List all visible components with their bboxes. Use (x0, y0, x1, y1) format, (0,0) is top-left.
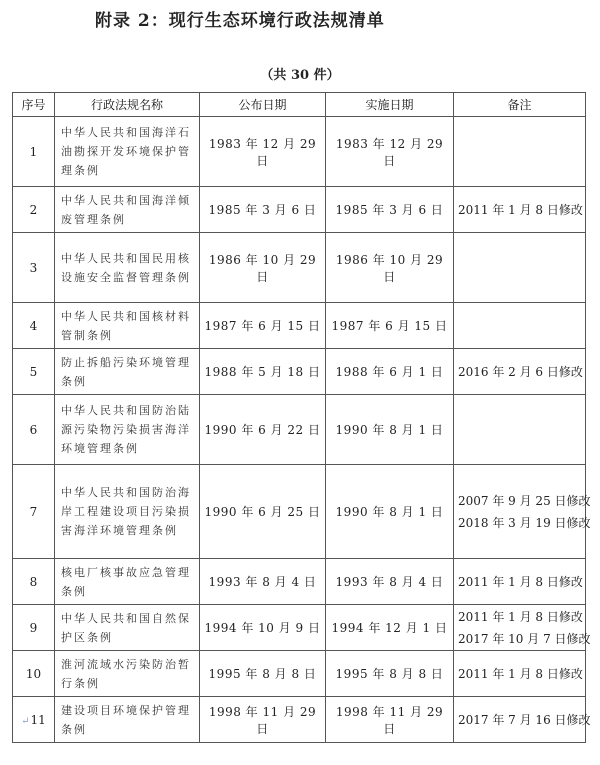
note-line: 2017 年 10 月 7 日修改 (458, 631, 591, 646)
cell-effective-date: 1993 年 8 月 4 日 (326, 559, 454, 605)
cell-seq (13, 651, 55, 697)
cell-regulation-name: 中华人民共和国民用核设施安全监督管理条例 (55, 233, 200, 303)
cell-effective-date: 1988 年 6 月 1 日 (326, 349, 454, 395)
cell-regulation-name: 核电厂核事故应急管理条例 (55, 559, 200, 605)
cell-effective-date: 1987 年 6 月 15 日 (326, 303, 454, 349)
cell-seq (13, 233, 55, 303)
cell-seq (13, 697, 55, 743)
cell-seq-text: 3 (29, 260, 38, 275)
cell-seq-text: 8 (29, 574, 38, 589)
cell-regulation-name: 中华人民共和国防治陆源污染物污染损害海洋环境管理条例 (55, 395, 200, 465)
cell-published-date: 1990 年 6 月 25 日 (200, 465, 326, 559)
cell-published-date: 1995 年 8 月 8 日 (200, 651, 326, 697)
note-line: 2011 年 1 月 8 日修改 (458, 202, 583, 217)
table-row (13, 233, 586, 303)
table-body (13, 117, 591, 743)
table-row (13, 697, 586, 743)
cell-seq (13, 117, 55, 187)
cell-notes (454, 465, 591, 559)
cell-notes (454, 559, 586, 605)
document-title: 附录 2：现行生态环境行政法规清单 (95, 11, 385, 31)
header-published: 公布日期 (200, 93, 326, 117)
cell-effective-date: 1986 年 10 月 29 日 (326, 233, 454, 303)
cell-seq (13, 303, 55, 349)
cell-seq-text: 9 (29, 620, 38, 635)
cell-effective-date: 1985 年 3 月 6 日 (326, 187, 454, 233)
note-line: 2011 年 1 月 8 日修改 (458, 666, 583, 681)
cell-seq (13, 465, 55, 559)
cell-notes (454, 349, 586, 395)
cell-seq-text: 10 (25, 666, 42, 681)
note-line: 2007 年 9 月 25 日修改 (458, 493, 591, 508)
table-row (13, 465, 586, 559)
cell-published-date: 1986 年 10 月 29 日 (200, 233, 326, 303)
note-line: 2011 年 1 月 8 日修改 (458, 574, 583, 589)
header-name: 行政法规名称 (55, 93, 200, 117)
cell-published-date: 1993 年 8 月 4 日 (200, 559, 326, 605)
table-row (13, 559, 586, 605)
header-seq: 序号 (13, 93, 55, 117)
cell-seq-text: 6 (29, 422, 38, 437)
cell-seq-text: 1 (29, 144, 38, 159)
table-row (13, 187, 586, 233)
cell-published-date: 1990 年 6 月 22 日 (200, 395, 326, 465)
row-marker-icon: ↵ (21, 715, 30, 727)
table-row (13, 117, 586, 187)
header-effective: 实施日期 (326, 93, 454, 117)
cell-notes (454, 395, 586, 465)
cell-published-date: 1983 年 12 月 29 日 (200, 117, 326, 187)
cell-published-date: 1987 年 6 月 15 日 (200, 303, 326, 349)
cell-notes (454, 651, 586, 697)
cell-regulation-name: 中华人民共和国核材料管制条例 (55, 303, 200, 349)
note-line: 2018 年 3 月 19 日修改 (458, 515, 591, 530)
note-line: 2016 年 2 月 6 日修改 (458, 364, 583, 379)
cell-notes (454, 605, 591, 651)
cell-regulation-name: 防止拆船污染环境管理条例 (55, 349, 200, 395)
document-count: （共 30 件） (260, 68, 340, 83)
cell-regulation-name: 中华人民共和国海洋石油勘探开发环境保护管理条例 (55, 117, 200, 187)
cell-notes (454, 697, 591, 743)
table-row (13, 651, 586, 697)
cell-effective-date: 1995 年 8 月 8 日 (326, 651, 454, 697)
cell-notes (454, 233, 586, 303)
note-line: 2017 年 7 月 16 日修改 (458, 712, 591, 727)
regulations-table (12, 92, 591, 743)
cell-effective-date: 1990 年 8 月 1 日 (326, 465, 454, 559)
header-notes: 备注 (454, 93, 586, 117)
cell-effective-date: 1990 年 8 月 1 日 (326, 395, 454, 465)
cell-regulation-name: 建设项目环境保护管理条例 (55, 697, 200, 743)
table-header-row (13, 93, 586, 117)
cell-effective-date: 1983 年 12 月 29 日 (326, 117, 454, 187)
table-row (13, 349, 586, 395)
cell-regulation-name: 中华人民共和国防治海岸工程建设项目污染损害海洋环境管理条例 (55, 465, 200, 559)
cell-seq (13, 395, 55, 465)
cell-seq (13, 349, 55, 395)
table-row (13, 605, 586, 651)
cell-regulation-name: 淮河流域水污染防治暂行条例 (55, 651, 200, 697)
cell-seq-text: 4 (29, 318, 38, 333)
table-row (13, 395, 586, 465)
cell-seq (13, 605, 55, 651)
cell-seq (13, 559, 55, 605)
cell-seq (13, 187, 55, 233)
cell-notes (454, 303, 586, 349)
cell-regulation-name: 中华人民共和国海洋倾废管理条例 (55, 187, 200, 233)
cell-seq-text: 7 (29, 504, 38, 519)
cell-notes (454, 117, 586, 187)
table-row (13, 303, 586, 349)
cell-seq-text: 11 (30, 712, 46, 727)
cell-effective-date: 1998 年 11 月 29 日 (326, 697, 454, 743)
cell-regulation-name: 中华人民共和国自然保护区条例 (55, 605, 200, 651)
cell-notes (454, 187, 586, 233)
cell-published-date: 1994 年 10 月 9 日 (200, 605, 326, 651)
note-line: 2011 年 1 月 8 日修改 (458, 609, 583, 624)
cell-published-date: 1985 年 3 月 6 日 (200, 187, 326, 233)
cell-effective-date: 1994 年 12 月 1 日 (326, 605, 454, 651)
cell-published-date: 1988 年 5 月 18 日 (200, 349, 326, 395)
cell-seq-text: 2 (29, 202, 38, 217)
cell-published-date: 1998 年 11 月 29 日 (200, 697, 326, 743)
cell-seq-text: 5 (29, 364, 38, 379)
